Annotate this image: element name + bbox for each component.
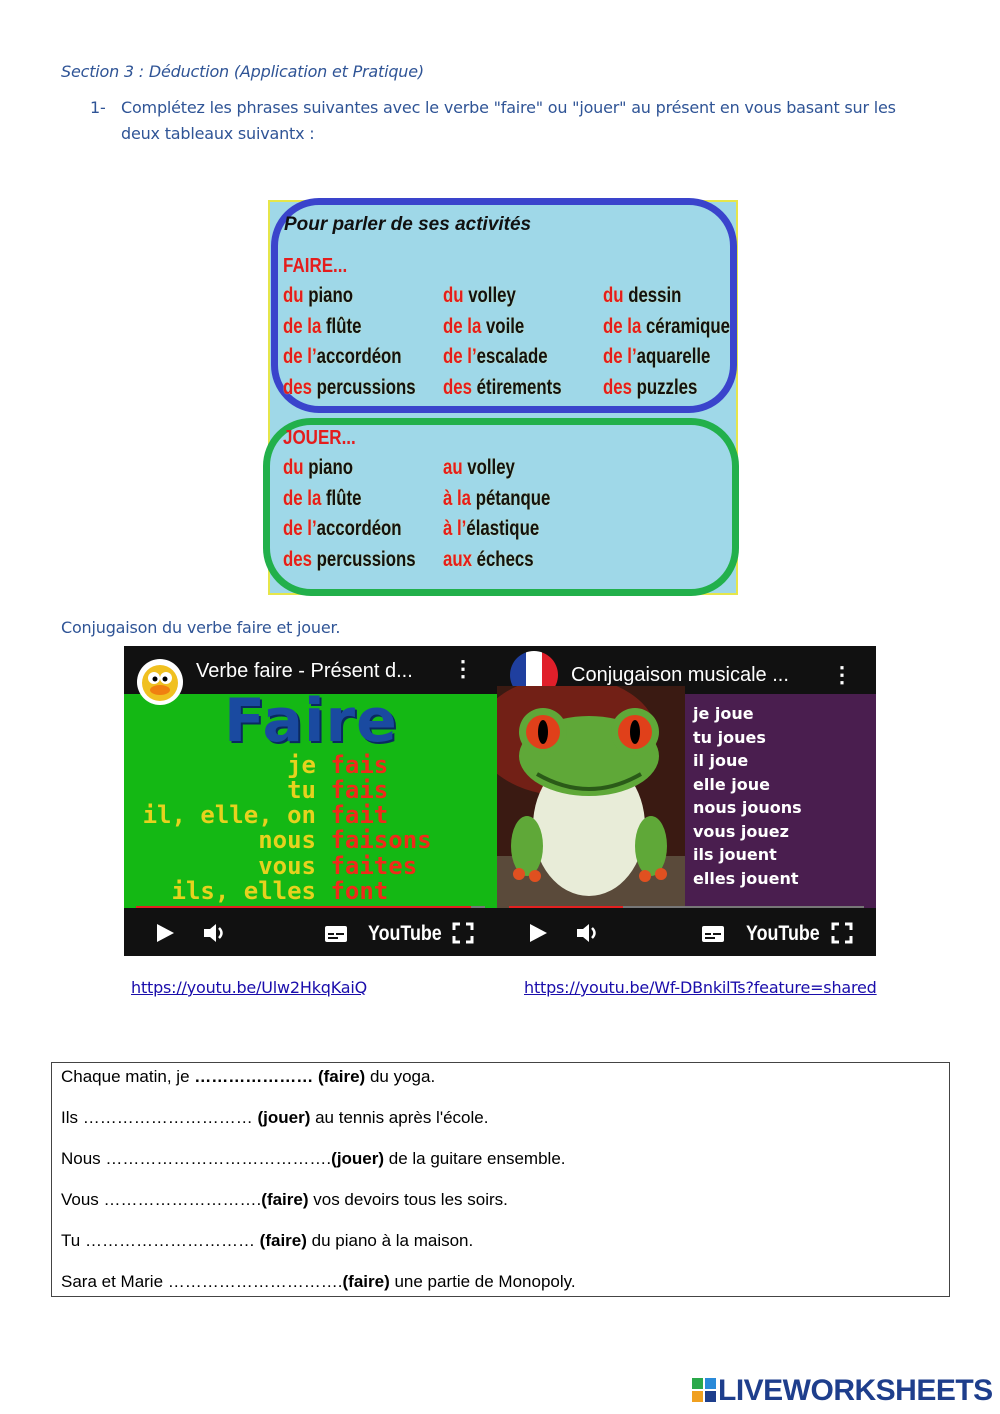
faire-label: FAIRE... <box>283 255 348 277</box>
vocab-word: voile <box>485 314 525 338</box>
sentence-start: Ils <box>61 1108 83 1127</box>
verb-hint: (faire) <box>259 1231 307 1250</box>
instruction-text: Complétez les phrases suivantes avec le verbe "faire" ou "jouer" au présent en vous basant sur les deux tableaux suivantx : <box>121 98 896 143</box>
conjugation-row: elle joue <box>693 774 770 794</box>
sentence-end: au tennis après l'école. <box>310 1108 489 1127</box>
vocab-word: accordéon <box>316 517 402 540</box>
vocab-word: aquarelle <box>636 345 711 368</box>
vocab-item <box>283 284 353 308</box>
vocab-item <box>603 345 710 369</box>
video-jouer[interactable] <box>497 646 876 956</box>
vocab-article: au <box>443 456 468 479</box>
sentence-end: vos devoirs tous les soirs. <box>308 1190 508 1209</box>
subtitles-icon[interactable] <box>324 925 348 943</box>
exercise-line <box>61 1108 488 1128</box>
youtube-logo[interactable]: YouTube <box>368 922 442 945</box>
vocab-word: volley <box>467 456 515 479</box>
conjugation-row: je joue <box>693 704 754 723</box>
sentence-end: du yoga. <box>365 1067 436 1086</box>
duck-avatar-icon <box>136 658 184 706</box>
vocab-article: de la <box>443 314 486 338</box>
sentence-start: Chaque matin, je <box>61 1067 195 1086</box>
verb-hint: (jouer) <box>257 1108 311 1127</box>
vocab-word: accordéon <box>316 345 402 368</box>
vocab-article: des <box>603 375 637 399</box>
pronoun: tu <box>287 776 316 804</box>
vocab-item <box>283 517 402 541</box>
conjugation-row: ils jouent <box>693 845 777 864</box>
sentence-end: de la guitare ensemble. <box>384 1149 566 1168</box>
pronoun: je <box>287 751 316 779</box>
verb-form: font <box>316 877 389 905</box>
faire-big-word: Faire <box>224 686 398 756</box>
section-title: Section 3 : Déduction (Application et Pratique) <box>61 62 424 81</box>
vocab-item <box>283 315 361 339</box>
vocab-word: étirements <box>476 375 562 399</box>
verb-hint: (faire) <box>342 1272 390 1291</box>
vocab-article: de l’ <box>443 345 477 368</box>
volume-icon[interactable] <box>575 922 601 944</box>
brand-name: LIVEWORKSHEETS <box>718 1374 993 1407</box>
vocab-heading: Pour parler de ses activités <box>284 214 532 235</box>
verb-form: fais <box>316 776 389 804</box>
vocab-word: piano <box>308 284 353 307</box>
verb-form: fais <box>316 751 389 779</box>
verb-hint: (jouer) <box>331 1149 385 1168</box>
youtube-logo[interactable]: YouTube <box>746 922 820 945</box>
vocab-item <box>283 548 416 572</box>
sentence-end: une partie de Monopoly. <box>389 1272 576 1291</box>
pronoun: ils, elles <box>171 877 316 905</box>
vocab-article: à l’ <box>443 517 467 540</box>
conjugation-row <box>172 877 389 905</box>
vocab-word: dessin <box>628 284 682 307</box>
exercise-line <box>61 1067 435 1087</box>
exercise-line <box>61 1190 508 1210</box>
vocab-item <box>603 376 697 400</box>
vocab-word: céramique <box>645 314 731 338</box>
instruction <box>90 95 920 147</box>
verb-hint: (faire) <box>313 1067 366 1086</box>
volume-icon[interactable] <box>202 922 228 944</box>
fullscreen-icon[interactable] <box>452 922 474 944</box>
vocab-item <box>443 548 534 572</box>
video-faire[interactable] <box>124 646 497 956</box>
vocab-article: aux <box>443 547 477 571</box>
conjugation-row <box>258 852 417 880</box>
vocab-word: flûte <box>325 486 362 510</box>
sentence-start: Nous <box>61 1149 106 1168</box>
vocab-word: piano <box>308 456 353 479</box>
vocab-item <box>443 456 515 480</box>
conjugation-title: Conjugaison du verbe faire et jouer. <box>61 618 341 637</box>
play-icon[interactable] <box>154 922 176 944</box>
vocab-article: des <box>283 547 317 571</box>
vocab-word: percussions <box>316 547 416 571</box>
vocab-word: pétanque <box>475 486 551 510</box>
vocab-word: percussions <box>316 375 416 399</box>
subtitles-icon[interactable] <box>701 925 725 943</box>
vocab-article: des <box>443 375 477 399</box>
conjugation-row: vous jouez <box>693 821 789 841</box>
conjugation-row <box>287 751 388 779</box>
vocab-article: de la <box>283 314 326 338</box>
vocab-article: des <box>283 375 317 399</box>
vocab-item <box>443 345 548 369</box>
vocab-article: de l’ <box>283 345 317 368</box>
vocab-item <box>603 315 730 339</box>
vocab-word: échecs <box>476 547 534 571</box>
vocab-article: à la <box>443 486 476 510</box>
vocab-item <box>283 345 402 369</box>
conjugation-row <box>258 826 431 854</box>
conjugation-row <box>287 776 388 804</box>
pronoun: nous <box>258 826 316 854</box>
vocab-word: escalade <box>476 345 548 368</box>
vocab-word: élastique <box>466 517 540 540</box>
vocab-item <box>443 284 516 308</box>
exercise-box <box>51 1062 950 1297</box>
vocab-article: du <box>283 456 309 479</box>
answer-blank[interactable]: ………………… <box>194 1067 314 1086</box>
conjugation-row <box>143 801 389 829</box>
vocab-word: puzzles <box>636 375 698 399</box>
video2-link[interactable]: https://youtu.be/Wf-DBnkilTs?feature=shared <box>524 978 877 997</box>
jouer-conjugation <box>693 702 802 890</box>
vocab-article: de la <box>603 314 646 338</box>
sentence-end: du piano à la maison. <box>306 1231 474 1250</box>
pronoun: il, elle, on <box>142 801 316 829</box>
vocab-article: de la <box>283 486 326 510</box>
conjugation-row: tu joues <box>693 727 766 747</box>
video-title: Conjugaison musicale ... <box>571 664 789 686</box>
answer-blank[interactable]: ………………………. <box>103 1190 262 1209</box>
vocab-item <box>443 376 562 400</box>
exercise-line <box>61 1149 566 1169</box>
sentence-start: Tu <box>61 1231 85 1250</box>
answer-blank[interactable]: …………………………………. <box>105 1149 332 1168</box>
instruction-number: 1- <box>90 98 106 117</box>
conjugation-row: il joue <box>693 751 749 770</box>
frog-icon <box>497 686 685 908</box>
answer-blank[interactable]: ………………………… <box>84 1231 260 1250</box>
vocab-item <box>283 487 361 511</box>
vocab-article: de l’ <box>603 345 637 368</box>
vocab-word: volley <box>468 284 516 307</box>
vocab-item <box>283 376 416 400</box>
verb-form: faites <box>316 852 418 880</box>
sentence-start: Sara et Marie <box>61 1272 168 1291</box>
answer-blank[interactable]: …………………………. <box>167 1272 343 1291</box>
video1-link[interactable]: https://youtu.be/Ulw2HkqKaiQ <box>131 978 367 997</box>
sentence-start: Vous <box>61 1190 104 1209</box>
fullscreen-icon[interactable] <box>831 922 853 944</box>
conjugation-row: nous jouons <box>693 798 802 817</box>
liveworksheets-logo-icon <box>692 1378 716 1402</box>
vocab-article: du <box>603 284 629 307</box>
vocab-item <box>443 315 524 339</box>
vocab-item <box>443 517 539 541</box>
vocab-article: du <box>443 284 469 307</box>
vocab-item <box>283 456 353 480</box>
play-icon[interactable] <box>527 922 549 944</box>
jouer-label: JOUER... <box>283 427 356 449</box>
verb-form: faisons <box>316 826 432 854</box>
verb-hint: (faire) <box>261 1190 309 1209</box>
exercise-line <box>61 1272 576 1292</box>
vocab-word: flûte <box>325 314 362 338</box>
vocab-item <box>603 284 681 308</box>
answer-blank[interactable]: ………………………… <box>82 1108 258 1127</box>
conjugation-row: elles jouent <box>693 868 799 888</box>
pronoun: vous <box>258 852 316 880</box>
verb-form: fait <box>316 801 389 829</box>
frog-image <box>497 686 685 908</box>
vocab-article: du <box>283 284 309 307</box>
video-title: Verbe faire - Présent d... <box>196 660 413 682</box>
vocab-item <box>443 487 550 511</box>
exercise-line <box>61 1231 473 1251</box>
more-options-icon[interactable]: ⋮ <box>831 662 853 687</box>
more-options-icon[interactable]: ⋮ <box>452 656 474 681</box>
vocab-article: de l’ <box>283 517 317 540</box>
